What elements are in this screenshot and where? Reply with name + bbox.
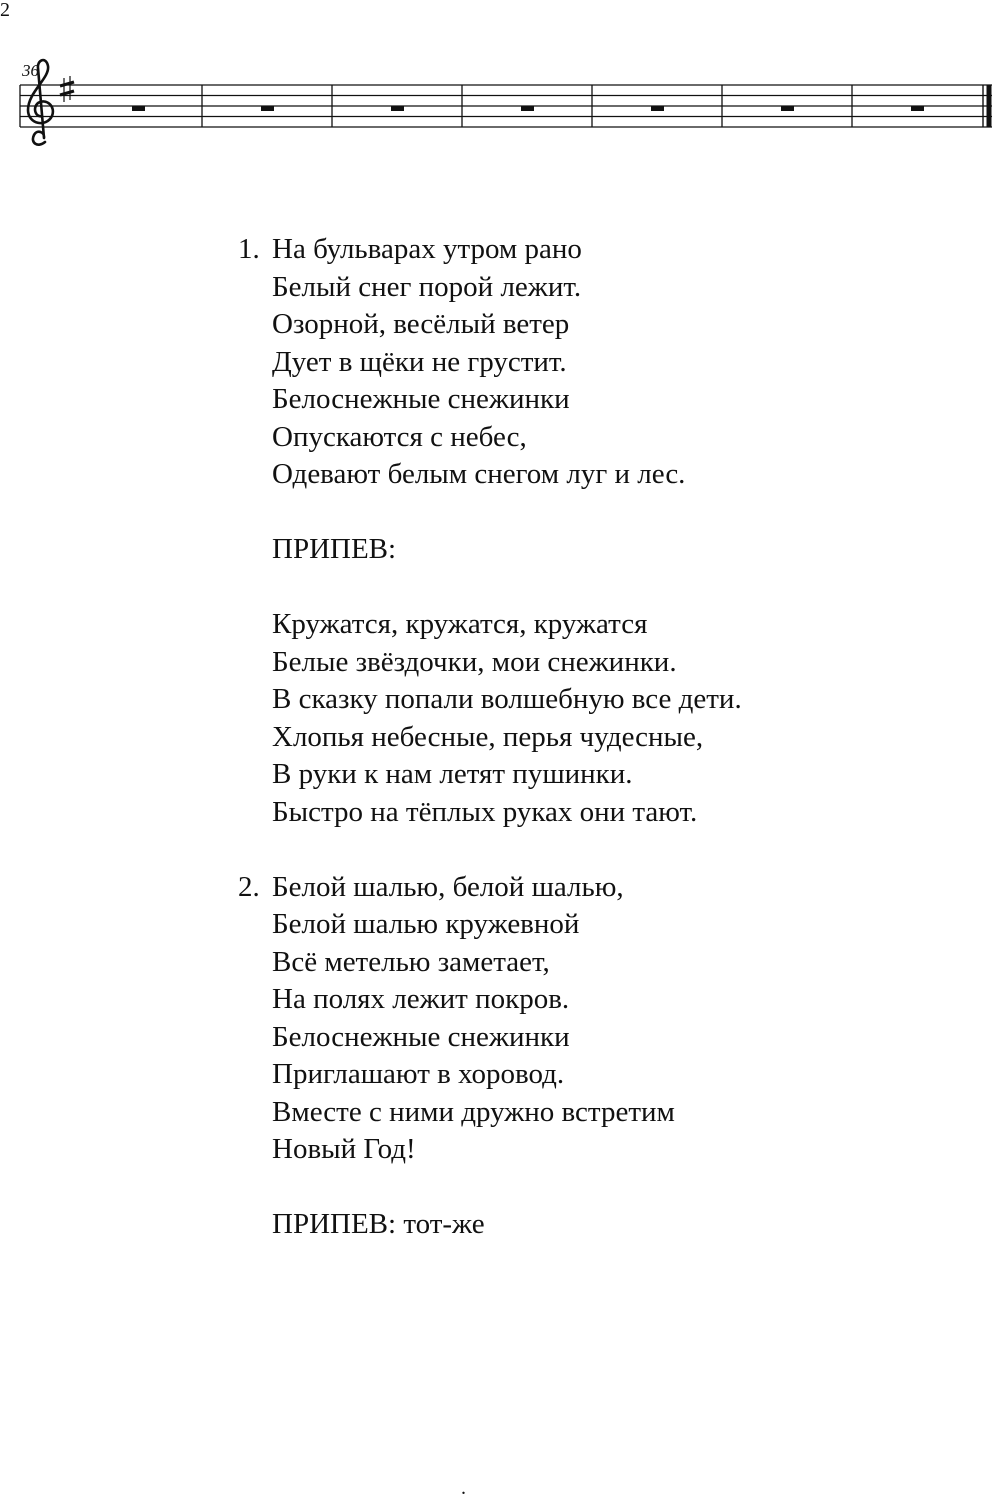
- page-number: 2: [0, 0, 10, 21]
- chorus-heading: ПРИПЕВ:: [272, 533, 397, 565]
- lyric-line: На полях лежит покров.: [272, 983, 570, 1015]
- lyrics-block: [238, 231, 938, 1244]
- lyric-line: Озорной, весёлый ветер: [272, 308, 570, 340]
- lyric-line: Белоснежные снежинки: [272, 1020, 570, 1053]
- lyric-line: Белый снег порой лежит.: [272, 270, 582, 303]
- staff-lines: [20, 85, 992, 127]
- lyric-line: [238, 231, 938, 269]
- whole-rest-icon: [261, 106, 274, 111]
- lyric-line: Опускаются с небес,: [272, 420, 527, 453]
- lyric-line: Новый Год!: [272, 1133, 416, 1165]
- whole-rest-icon: [651, 106, 664, 111]
- lyric-line: Быстро на тёплых руках они тают.: [272, 795, 698, 828]
- chorus-repeat: ПРИПЕВ: тот-же: [272, 1208, 485, 1240]
- whole-rest-icon: [391, 106, 404, 111]
- measure-number: 36: [22, 61, 39, 80]
- whole-rest-icon: [911, 106, 924, 111]
- treble-clef-icon: [28, 60, 53, 145]
- lyric-line: Всё метелью заметает,: [272, 945, 550, 978]
- footer-mark: .: [461, 1477, 466, 1499]
- lyric-line: В сказку попали волшебную все дети.: [272, 683, 742, 715]
- lyric-line: Хлопья небесные, перья чудесные,: [272, 720, 704, 753]
- lyric-line: Вместе с ними дружно встретим: [272, 1095, 675, 1128]
- key-signature-sharp-icon: [60, 76, 74, 102]
- lyric-line: Кружатся, кружатся, кружатся: [272, 608, 648, 640]
- lyric-line: [238, 869, 938, 907]
- verse-number: 2.: [238, 870, 260, 903]
- whole-rests: [132, 106, 924, 111]
- lyric-text: На бульварах утром рано: [272, 233, 582, 265]
- lyric-line: Приглашают в хоровод.: [272, 1058, 565, 1090]
- music-staff: [0, 0, 997, 170]
- lyric-line: Белые звёздочки, мои снежинки.: [272, 645, 677, 678]
- verse-number: 1.: [238, 233, 260, 265]
- lyric-text: Белой шалью, белой шалью,: [272, 870, 624, 903]
- lyric-line: Белой шалью кружевной: [272, 908, 580, 940]
- whole-rest-icon: [132, 106, 145, 111]
- lyric-line: В руки к нам летят пушинки.: [272, 758, 633, 790]
- lyric-line: Белоснежные снежинки: [272, 383, 570, 415]
- lyric-line: Одевают белым снегом луг и лес.: [272, 458, 686, 490]
- whole-rest-icon: [781, 106, 794, 111]
- whole-rest-icon: [521, 106, 534, 111]
- lyric-line: Дует в щёки не грустит.: [272, 345, 567, 378]
